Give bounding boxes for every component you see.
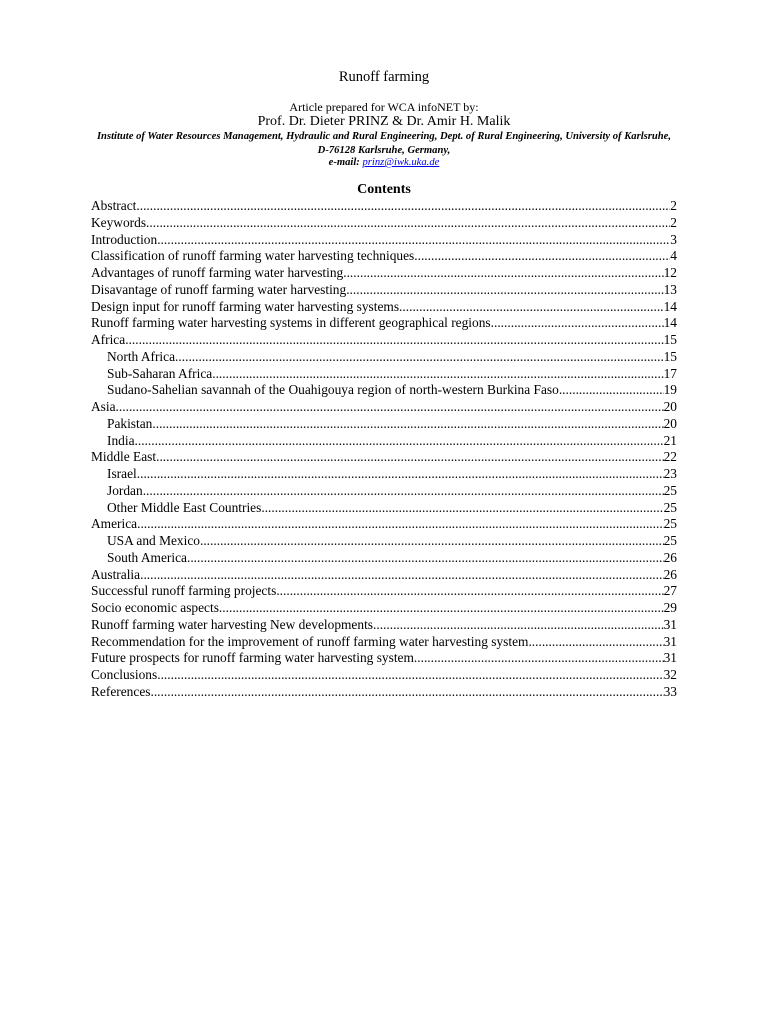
toc-entry-page: 32 (663, 667, 677, 682)
document-title: Runoff farming (338, 69, 430, 85)
toc-entry-label: Sudano-Sahelian savannah of the Ouahigouya region of north-western Burkina Faso (107, 382, 559, 398)
toc-entry-label: Classification of runoff farming water harvesting techniques (91, 248, 415, 264)
toc-leader-dots (187, 550, 664, 567)
toc-leader-dots (135, 433, 664, 450)
toc-entry[interactable] (91, 349, 677, 366)
toc-entry[interactable] (91, 399, 677, 416)
toc-leader-dots (136, 198, 670, 215)
toc-entry-page: 23 (663, 466, 677, 481)
toc-entry-label: Runoff farming water harvesting systems in different geographical regions (91, 315, 491, 331)
toc-entry-page: 22 (663, 449, 677, 465)
institute-affiliation: Institute of Water Resources Management, Hydraulic and Rural Engineering, Dept. of Rural Engineering, University of Karlsruhe, D-76128 Karlsruhe, Germany, (96, 131, 672, 156)
toc-entry[interactable] (91, 650, 677, 667)
toc-entry[interactable] (91, 500, 677, 517)
toc-entry[interactable] (91, 232, 677, 249)
toc-leader-dots (414, 248, 670, 265)
toc-entry[interactable] (91, 299, 677, 316)
prepared-for-line: Article prepared for WCA infoNET by: (289, 100, 479, 114)
toc-entry-label: Successful runoff farming projects (91, 583, 277, 599)
toc-entry[interactable] (91, 449, 677, 466)
toc-leader-dots (146, 215, 670, 232)
toc-leader-dots (343, 265, 663, 282)
toc-entry-label: Recommendation for the improvement of runoff farming water harvesting system (91, 633, 529, 649)
toc-leader-dots (157, 232, 670, 249)
toc-leader-dots (200, 533, 664, 550)
toc-entry-page: 13 (663, 281, 677, 297)
toc-leader-dots (276, 583, 663, 600)
toc-entry[interactable] (91, 567, 677, 584)
toc-entry-label: North Africa (107, 348, 176, 364)
toc-entry-label: References (91, 683, 151, 699)
toc-entry[interactable] (91, 600, 677, 617)
toc-entry[interactable] (91, 248, 677, 265)
toc-entry-page: 31 (663, 633, 677, 649)
toc-entry-label: South America (107, 549, 187, 565)
toc-entry-label: Sub-Saharan Africa (107, 365, 213, 381)
toc-entry-page: 4 (670, 248, 677, 264)
email-label: e-mail: (328, 157, 360, 168)
toc-entry[interactable] (91, 366, 677, 383)
toc-entry-page: 14 (663, 298, 677, 314)
toc-entry-label: Other Middle East Countries (107, 499, 262, 515)
email-link[interactable]: prinz@iwk.uka.de (362, 157, 440, 168)
toc-entry-label: Australia (91, 566, 141, 582)
toc-entry-page: 2 (670, 198, 677, 213)
toc-entry-page: 25 (663, 516, 677, 532)
toc-entry[interactable] (91, 315, 677, 332)
toc-entry-page: 31 (663, 616, 677, 632)
toc-entry-label: Africa (91, 332, 126, 347)
toc-leader-dots (137, 516, 664, 533)
toc-entry-label: Abstract (91, 198, 137, 213)
authors-line: Prof. Dr. Dieter PRINZ & Dr. Amir H. Malik (257, 114, 511, 129)
toc-entry-label: USA and Mexico (107, 533, 200, 548)
toc-entry-page: 26 (663, 566, 677, 582)
toc-entry-page: 25 (663, 499, 677, 515)
toc-leader-dots (559, 382, 664, 399)
toc-entry-page: 20 (663, 399, 677, 414)
toc-entry[interactable] (91, 265, 677, 282)
toc-entry[interactable] (91, 483, 677, 500)
toc-entry[interactable] (91, 433, 677, 450)
toc-leader-dots (156, 449, 664, 466)
toc-entry-page: 31 (663, 650, 677, 666)
toc-entry-page: 14 (663, 315, 677, 331)
toc-entry-page: 15 (663, 348, 677, 364)
toc-leader-dots (219, 600, 664, 617)
toc-entry-page: 29 (663, 600, 677, 615)
toc-entry[interactable] (91, 466, 677, 483)
toc-leader-dots (116, 399, 664, 416)
toc-entry-page: 15 (663, 332, 677, 347)
toc-entry-label: Keywords (91, 214, 147, 230)
toc-entry-page: 20 (663, 415, 677, 431)
toc-entry[interactable] (91, 416, 677, 433)
toc-entry-page: 25 (663, 482, 677, 498)
toc-entry-page: 3 (670, 231, 677, 247)
toc-entry[interactable] (91, 634, 677, 651)
toc-entry-page: 33 (663, 683, 677, 699)
toc-leader-dots (152, 416, 663, 433)
toc-entry-page: 26 (663, 549, 677, 565)
table-of-contents (91, 198, 677, 701)
toc-leader-dots (137, 466, 664, 483)
toc-entry-page: 25 (663, 533, 677, 548)
toc-leader-dots (125, 332, 663, 349)
toc-leader-dots (491, 315, 664, 332)
toc-entry[interactable] (91, 215, 677, 232)
toc-leader-dots (346, 282, 663, 299)
toc-leader-dots (157, 667, 663, 684)
toc-entry-label: Asia (91, 399, 116, 414)
toc-entry-label: America (91, 516, 138, 532)
toc-leader-dots (140, 567, 664, 584)
toc-entry-page: 21 (663, 432, 677, 448)
toc-entry-label: Future prospects for runoff farming water harvesting system (91, 650, 414, 666)
toc-entry-label: Introduction (91, 231, 158, 247)
toc-leader-dots (143, 483, 664, 500)
toc-entry-label: India (107, 432, 135, 448)
toc-entry[interactable] (91, 550, 677, 567)
toc-entry-label: Socio economic aspects (91, 600, 219, 615)
toc-leader-dots (261, 500, 663, 517)
toc-entry-label: Israel (107, 466, 137, 481)
toc-leader-dots (175, 349, 664, 366)
toc-leader-dots (414, 650, 664, 667)
toc-leader-dots (212, 366, 663, 383)
toc-leader-dots (150, 684, 663, 701)
toc-entry[interactable] (91, 282, 677, 299)
toc-entry[interactable] (91, 382, 677, 399)
toc-entry[interactable] (91, 332, 677, 349)
toc-entry[interactable] (91, 667, 677, 684)
toc-entry[interactable] (91, 684, 677, 701)
toc-entry-label: Design input for runoff farming water harvesting systems (91, 298, 400, 314)
toc-entry[interactable] (91, 617, 677, 634)
toc-leader-dots (373, 617, 664, 634)
toc-entry-label: Runoff farming water harvesting New developments (91, 616, 373, 632)
toc-entry-label: Disavantage of runoff farming water harvesting (91, 281, 347, 297)
toc-entry-page: 27 (663, 583, 677, 599)
toc-entry-label: Pakistan (107, 415, 153, 431)
toc-leader-dots (528, 634, 663, 651)
toc-entry[interactable] (91, 583, 677, 600)
toc-entry[interactable] (91, 198, 677, 215)
toc-entry-label: Jordan (107, 482, 143, 498)
toc-entry-page: 19 (663, 382, 677, 398)
toc-entry-label: Conclusions (91, 667, 158, 682)
toc-leader-dots (399, 299, 664, 316)
toc-entry-label: Advantages of runoff farming water harvesting (91, 265, 344, 280)
toc-entry-page: 12 (663, 265, 677, 280)
contents-heading: Contents (357, 182, 411, 197)
email-line (91, 156, 677, 169)
toc-entry[interactable] (91, 533, 677, 550)
toc-entry[interactable] (91, 516, 677, 533)
toc-entry-label: Middle East (91, 449, 157, 465)
toc-entry-page: 2 (670, 214, 677, 230)
toc-entry-page: 17 (663, 365, 677, 381)
